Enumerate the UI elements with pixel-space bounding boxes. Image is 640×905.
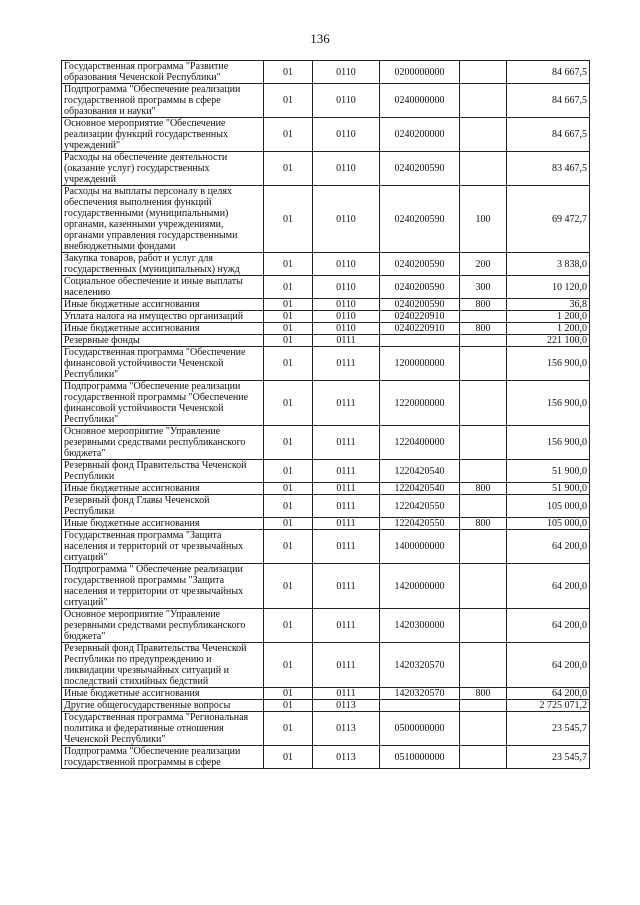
row-section-code: 01 xyxy=(264,276,313,299)
row-target-article: 0510000000 xyxy=(380,746,460,769)
row-name: Основное мероприятие "Управление резервными средствами республиканского бюджета" xyxy=(62,426,264,460)
table-row xyxy=(62,530,590,564)
row-expense-type xyxy=(460,609,507,643)
row-target-article: 1420320570 xyxy=(380,688,460,700)
row-name: Иные бюджетные ассигнования xyxy=(62,483,264,495)
row-subsection-code: 0111 xyxy=(313,483,380,495)
row-expense-type: 800 xyxy=(460,323,507,335)
row-subsection-code: 0110 xyxy=(313,152,380,186)
row-section-code: 01 xyxy=(264,460,313,483)
row-target-article: 0240200590 xyxy=(380,186,460,253)
row-section-code: 01 xyxy=(264,323,313,335)
row-subsection-code: 0111 xyxy=(313,347,380,381)
row-expense-type xyxy=(460,564,507,609)
table-row xyxy=(62,276,590,299)
row-subsection-code: 0111 xyxy=(313,688,380,700)
row-section-code: 01 xyxy=(264,609,313,643)
row-subsection-code: 0110 xyxy=(313,253,380,276)
row-target-article: 1220420540 xyxy=(380,460,460,483)
row-amount: 105 000,0 xyxy=(507,495,590,518)
row-subsection-code: 0111 xyxy=(313,335,380,347)
row-amount: 64 200,0 xyxy=(507,564,590,609)
row-target-article: 0240000000 xyxy=(380,84,460,118)
row-name: Другие общегосударственные вопросы xyxy=(62,700,264,712)
row-expense-type: 800 xyxy=(460,299,507,311)
row-subsection-code: 0111 xyxy=(313,530,380,564)
row-expense-type xyxy=(460,746,507,769)
row-expense-type xyxy=(460,311,507,323)
row-amount: 36,8 xyxy=(507,299,590,311)
row-amount: 221 100,0 xyxy=(507,335,590,347)
row-target-article: 1220420540 xyxy=(380,483,460,495)
row-name: Уплата налога на имущество организаций xyxy=(62,311,264,323)
row-target-article: 1220420550 xyxy=(380,495,460,518)
row-name: Резервный фонд Правительства Чеченской Республики xyxy=(62,460,264,483)
row-subsection-code: 0111 xyxy=(313,518,380,530)
row-section-code: 01 xyxy=(264,495,313,518)
row-name: Основное мероприятие "Обеспечение реализации функций государственных учреждений" xyxy=(62,118,264,152)
row-subsection-code: 0110 xyxy=(313,276,380,299)
table-row xyxy=(62,347,590,381)
row-section-code: 01 xyxy=(264,311,313,323)
budget-table xyxy=(61,60,590,769)
row-expense-type xyxy=(460,643,507,688)
table-row xyxy=(62,609,590,643)
row-name: Иные бюджетные ассигнования xyxy=(62,688,264,700)
row-target-article: 1420000000 xyxy=(380,564,460,609)
row-amount: 64 200,0 xyxy=(507,530,590,564)
row-amount: 10 120,0 xyxy=(507,276,590,299)
row-name: Иные бюджетные ассигнования xyxy=(62,299,264,311)
row-name: Иные бюджетные ассигнования xyxy=(62,323,264,335)
table-row xyxy=(62,483,590,495)
row-expense-type xyxy=(460,84,507,118)
table-row xyxy=(62,460,590,483)
row-expense-type xyxy=(460,152,507,186)
row-subsection-code: 0111 xyxy=(313,643,380,688)
row-amount: 84 667,5 xyxy=(507,84,590,118)
row-amount: 105 000,0 xyxy=(507,518,590,530)
row-section-code: 01 xyxy=(264,186,313,253)
row-subsection-code: 0110 xyxy=(313,299,380,311)
row-section-code: 01 xyxy=(264,84,313,118)
table-row xyxy=(62,381,590,426)
row-amount: 3 838,0 xyxy=(507,253,590,276)
row-name: Основное мероприятие "Управление резервными средствами республиканского бюджета" xyxy=(62,609,264,643)
row-name: Подпрограмма " Обеспечение реализации государственной программы "Защита населения и территории от чрезвычайных ситуаций" xyxy=(62,564,264,609)
table-row xyxy=(62,118,590,152)
row-target-article: 1200000000 xyxy=(380,347,460,381)
row-expense-type: 800 xyxy=(460,483,507,495)
row-amount: 69 472,7 xyxy=(507,186,590,253)
row-section-code: 01 xyxy=(264,61,313,84)
row-amount: 156 900,0 xyxy=(507,347,590,381)
row-amount: 51 900,0 xyxy=(507,460,590,483)
row-subsection-code: 0110 xyxy=(313,84,380,118)
row-subsection-code: 0110 xyxy=(313,311,380,323)
row-subsection-code: 0113 xyxy=(313,700,380,712)
table-row xyxy=(62,186,590,253)
row-section-code: 01 xyxy=(264,518,313,530)
row-amount: 64 200,0 xyxy=(507,609,590,643)
row-expense-type xyxy=(460,426,507,460)
row-target-article: 0240200590 xyxy=(380,152,460,186)
row-target-article: 1220420550 xyxy=(380,518,460,530)
row-section-code: 01 xyxy=(264,299,313,311)
row-subsection-code: 0111 xyxy=(313,460,380,483)
row-target-article: 1400000000 xyxy=(380,530,460,564)
row-expense-type xyxy=(460,460,507,483)
table-row xyxy=(62,61,590,84)
row-section-code: 01 xyxy=(264,347,313,381)
table-row xyxy=(62,335,590,347)
row-amount: 1 200,0 xyxy=(507,311,590,323)
row-name: Резервный фонд Правительства Чеченской Республики по предупреждению и ликвидации чрезвычайных ситуаций и последствий стихийных бедствий xyxy=(62,643,264,688)
row-subsection-code: 0110 xyxy=(313,118,380,152)
row-name: Закупка товаров, работ и услуг для государственных (муниципальных) нужд xyxy=(62,253,264,276)
row-target-article: 0200000000 xyxy=(380,61,460,84)
table-row xyxy=(62,426,590,460)
row-subsection-code: 0110 xyxy=(313,186,380,253)
table-row xyxy=(62,152,590,186)
row-target-article xyxy=(380,335,460,347)
row-expense-type: 800 xyxy=(460,688,507,700)
row-target-article: 0240200000 xyxy=(380,118,460,152)
table-row xyxy=(62,84,590,118)
table-row xyxy=(62,643,590,688)
row-target-article: 1420300000 xyxy=(380,609,460,643)
row-section-code: 01 xyxy=(264,253,313,276)
row-subsection-code: 0110 xyxy=(313,61,380,84)
row-amount: 51 900,0 xyxy=(507,483,590,495)
row-section-code: 01 xyxy=(264,688,313,700)
row-amount: 64 200,0 xyxy=(507,643,590,688)
row-section-code: 01 xyxy=(264,335,313,347)
row-name: Государственная программа "Развитие образования Чеченской Республики" xyxy=(62,61,264,84)
row-subsection-code: 0111 xyxy=(313,609,380,643)
row-expense-type xyxy=(460,712,507,746)
row-expense-type xyxy=(460,61,507,84)
row-expense-type: 300 xyxy=(460,276,507,299)
row-amount: 84 667,5 xyxy=(507,61,590,84)
row-target-article: 0240220910 xyxy=(380,323,460,335)
row-amount: 156 900,0 xyxy=(507,381,590,426)
row-subsection-code: 0111 xyxy=(313,426,380,460)
row-amount: 84 667,5 xyxy=(507,118,590,152)
row-section-code: 01 xyxy=(264,152,313,186)
row-expense-type xyxy=(460,700,507,712)
table-row xyxy=(62,299,590,311)
row-expense-type xyxy=(460,495,507,518)
row-section-code: 01 xyxy=(264,483,313,495)
row-subsection-code: 0113 xyxy=(313,712,380,746)
row-expense-type: 200 xyxy=(460,253,507,276)
row-expense-type: 800 xyxy=(460,518,507,530)
row-target-article: 0240200590 xyxy=(380,276,460,299)
row-target-article: 0240220910 xyxy=(380,311,460,323)
row-subsection-code: 0111 xyxy=(313,381,380,426)
table-row xyxy=(62,518,590,530)
table-row xyxy=(62,712,590,746)
row-section-code: 01 xyxy=(264,564,313,609)
row-target-article: 0240200590 xyxy=(380,299,460,311)
table-row xyxy=(62,746,590,769)
row-section-code: 01 xyxy=(264,712,313,746)
row-amount: 1 200,0 xyxy=(507,323,590,335)
row-expense-type: 100 xyxy=(460,186,507,253)
row-subsection-code: 0113 xyxy=(313,746,380,769)
row-section-code: 01 xyxy=(264,643,313,688)
row-target-article: 1220400000 xyxy=(380,426,460,460)
row-section-code: 01 xyxy=(264,700,313,712)
row-expense-type xyxy=(460,118,507,152)
row-amount: 2 725 071,2 xyxy=(507,700,590,712)
row-subsection-code: 0111 xyxy=(313,495,380,518)
row-name: Государственная программа "Региональная политика и федеративные отношения Чеченской Республики" xyxy=(62,712,264,746)
table-row xyxy=(62,700,590,712)
row-expense-type xyxy=(460,530,507,564)
row-name: Государственная программа "Обеспечение финансовой устойчивости Чеченской Республики" xyxy=(62,347,264,381)
row-subsection-code: 0110 xyxy=(313,323,380,335)
row-section-code: 01 xyxy=(264,118,313,152)
row-name: Социальное обеспечение и иные выплаты населению xyxy=(62,276,264,299)
page-number: 136 xyxy=(310,31,330,46)
row-name: Государственная программа "Защита населения и территорий от чрезвычайных ситуаций" xyxy=(62,530,264,564)
row-expense-type xyxy=(460,347,507,381)
row-name: Расходы на обеспечение деятельности (оказание услуг) государственных учреждений xyxy=(62,152,264,186)
row-target-article: 0500000000 xyxy=(380,712,460,746)
row-target-article: 1220000000 xyxy=(380,381,460,426)
row-amount: 64 200,0 xyxy=(507,688,590,700)
row-section-code: 01 xyxy=(264,426,313,460)
table-row xyxy=(62,495,590,518)
row-amount: 83 467,5 xyxy=(507,152,590,186)
row-name: Резервный фонд Главы Чеченской Республики xyxy=(62,495,264,518)
row-section-code: 01 xyxy=(264,381,313,426)
row-expense-type xyxy=(460,335,507,347)
row-target-article: 1420320570 xyxy=(380,643,460,688)
row-name: Иные бюджетные ассигнования xyxy=(62,518,264,530)
budget-table-body xyxy=(62,61,590,769)
row-amount: 23 545,7 xyxy=(507,746,590,769)
row-section-code: 01 xyxy=(264,530,313,564)
row-subsection-code: 0111 xyxy=(313,564,380,609)
row-name: Расходы на выплаты персоналу в целях обеспечения выполнения функций государственными (муниципальными) органами, казенными учреждениями, органами управления государственными внебюджетными фондами xyxy=(62,186,264,253)
row-target-article xyxy=(380,700,460,712)
row-name: Подпрограмма "Обеспечение реализации государственной программы в сфере xyxy=(62,746,264,769)
table-row xyxy=(62,253,590,276)
table-row xyxy=(62,688,590,700)
row-target-article: 0240200590 xyxy=(380,253,460,276)
table-row xyxy=(62,311,590,323)
row-name: Подпрограмма "Обеспечение реализации государственной программы в сфере образования и науки" xyxy=(62,84,264,118)
row-section-code: 01 xyxy=(264,746,313,769)
row-amount: 23 545,7 xyxy=(507,712,590,746)
table-row xyxy=(62,564,590,609)
row-expense-type xyxy=(460,381,507,426)
row-name: Подпрограмма "Обеспечение реализации государственной программы "Обеспечение финансовой устойчивости Чеченской Республики" xyxy=(62,381,264,426)
row-amount: 156 900,0 xyxy=(507,426,590,460)
row-name: Резервные фонды xyxy=(62,335,264,347)
table-row xyxy=(62,323,590,335)
